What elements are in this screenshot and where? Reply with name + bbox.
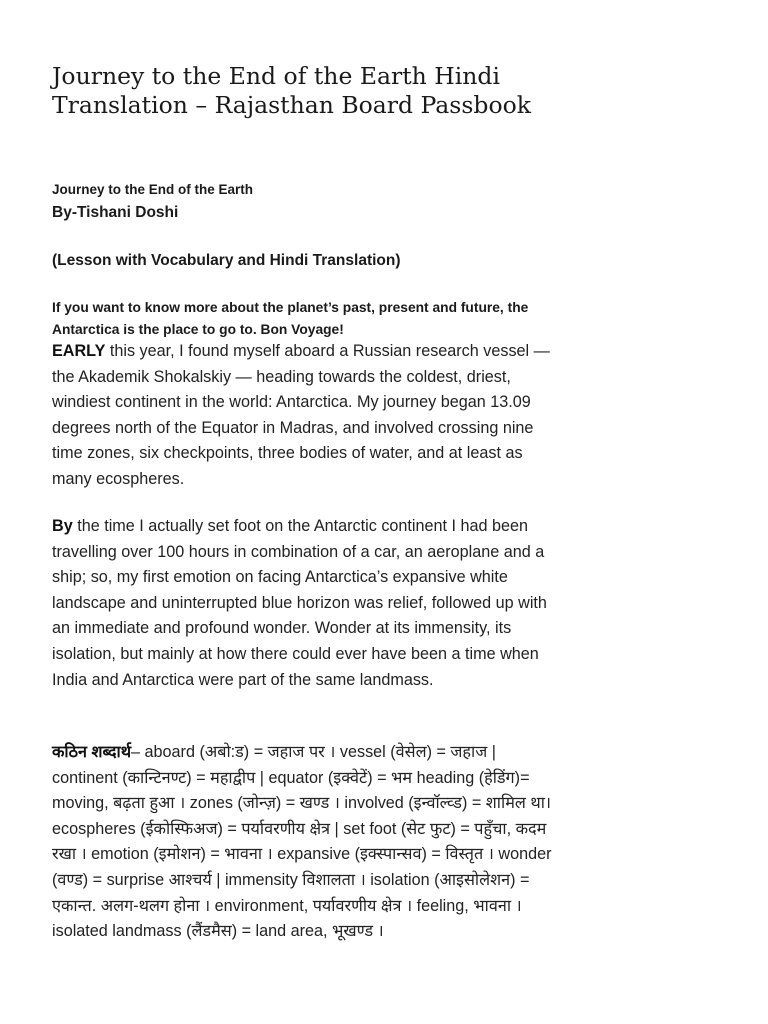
author-byline: By-Tishani Doshi — [52, 204, 179, 221]
paragraph-1-text: this year, I found myself aboard a Russian research vessel — the Akademik Shokalskiy — heading towards the coldest, driest, windiest continent in the world: Antarctica. My journey began 13.09 degrees north of the Equator in Madras, and involved crossing nine time zones, six checkpoints, three bodies of water, and at least as many ecospheres. — [52, 342, 550, 488]
vocabulary-text: – aboard (अबो:ड) = जहाज पर । vessel (वेसेल) = जहाज | continent (कान्टिनण्ट) = महाद्वीप | equator (इक्वेटें) = भम heading (हेडिंग)= moving, बढ़ता हुआ । zones (जोन्ज़) = खण्ड । involved (इन्वॉल्व्ड) = शामिल था। ecospheres (ईकोस्फिअज) = पर्यावरणीय क्षेत्र | set foot (सेट फुट) = पहुँचा, कदम रखा । emotion (इमोशन) = भावना । expansive (इक्स्पान्सव) = विस्तृत । wonder (वण्ड) = surprise आश्चर्य | immensity विशालता । isolation (आइसोलेशन) = एकान्त. अलग-थलग होना । environment, पर्यावरणीय क्षेत्र । feeling, भावना । isolated landmass (लैंडमैस) = land area, भूखण्ड । — [52, 743, 552, 941]
vocabulary-section — [52, 740, 552, 945]
paragraph-2-text: the time I actually set foot on the Antarctic continent I had been travelling over 100 hours in combination of a car, an aeroplane and a ship; so, my first emotion on facing Antarctica’s expansive white landscape and uninterrupted blue horizon was relief, followed up with an immediate and profound wonder. Wonder at its immensity, its isolation, but mainly at how there could ever have been a time when India and Antarctica were part of the same landmass. — [52, 517, 547, 689]
paragraph-2-lead: By — [52, 517, 73, 535]
intro-text: If you want to know more about the planet’s past, present and future, the Antarctica is the place to go to. Bon Voyage! — [52, 300, 529, 337]
paragraph-1-lead: EARLY — [52, 342, 106, 360]
paragraph-1 — [52, 339, 552, 493]
lesson-note: (Lesson with Vocabulary and Hindi Translation) — [52, 252, 401, 269]
paragraph-2 — [52, 514, 552, 693]
page-title: Journey to the End of the Earth Hindi Translation – Rajasthan Board Passbook — [52, 62, 532, 119]
article-subtitle: Journey to the End of the Earth — [52, 182, 254, 197]
vocabulary-heading: कठिन शब्दार्थ — [52, 743, 132, 761]
